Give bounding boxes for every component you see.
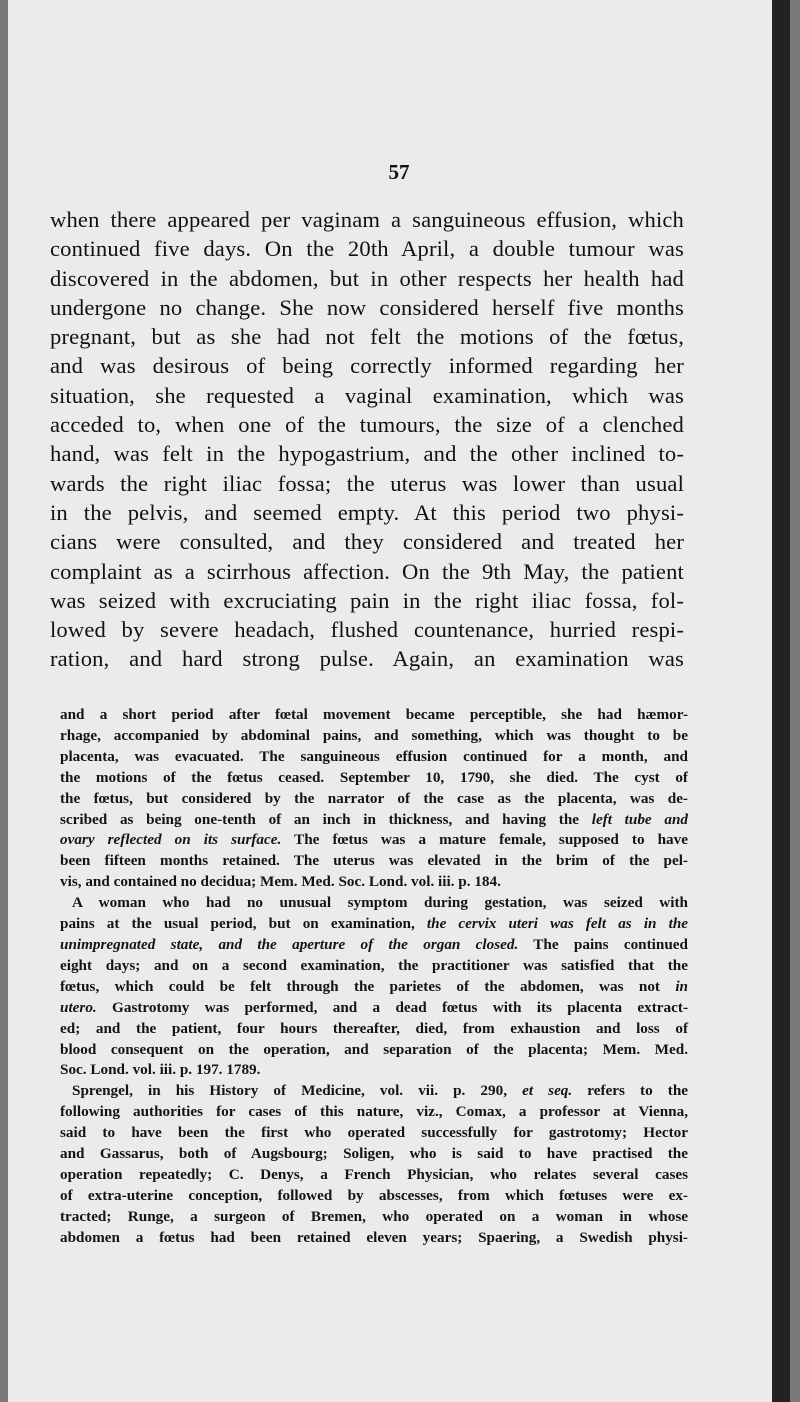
footnote-italic: the cervix uteri was felt as in the (426, 915, 689, 933)
footnote-line: of extra-uterine conception, followed by abscesses, from which fœtuses were ex- (60, 1186, 688, 1204)
footnote-text: The pains continued (518, 935, 688, 953)
book-page (8, 0, 790, 1402)
footnote-italic: left tube and (591, 810, 689, 828)
text-line: complaint as a scirrhous affection. On the 9th May, the patient (50, 558, 684, 584)
text-line: was seized with excruciating pain in the right iliac fossa, fol- (50, 587, 684, 613)
footnote-text: Sprengel, in his History of Medicine, vol. vii. p. 290, (72, 1082, 508, 1100)
footnote-line (60, 977, 688, 998)
footnote-italic: et seq. (522, 1082, 573, 1100)
text-line: pregnant, but as she had not felt the motions of the fœtus, (50, 324, 684, 350)
footnote-text: Gastrotomy was performed, and a dead fœtus with its placenta extract- (96, 998, 688, 1016)
text-line: wards the right iliac fossa; the uterus was lower than usual (50, 470, 684, 496)
footnote-line (60, 914, 688, 935)
footnote-block (60, 705, 688, 1249)
footnote-line: and Gassarus, both of Augsbourg; Soligen, who is said to have practised the (60, 1145, 688, 1163)
text-line: discovered in the abdomen, but in other respects her health had (50, 265, 684, 291)
footnote-line: abdomen a fœtus had been retained eleven years; Spaering, a Swedish physi- (60, 1228, 688, 1246)
text-line: when there appeared per vaginam a sanguineous effusion, which (50, 207, 684, 232)
footnote-line: said to have been the first who operated successfully for gastrotomy; Hector (60, 1124, 688, 1142)
footnote-line: blood consequent on the operation, and separation of the placenta; Mem. Med. (60, 1040, 688, 1058)
text-line: cians were consulted, and they considered and treated her (50, 529, 684, 555)
footnote-line (60, 830, 688, 851)
footnote-line: eight days; and on a second examination, the practitioner was satisfied that the (60, 956, 688, 974)
footnote-line (60, 1081, 688, 1102)
footnote-line: vis, and contained no decidua; Mem. Med. Soc. Lond. vol. iii. p. 184. (60, 873, 501, 891)
footnote-italic: utero. (60, 998, 97, 1016)
text-line: and was desirous of being correctly informed regarding her (50, 353, 684, 379)
text-line: lowed by severe headach, flushed countenance, hurried respi- (50, 617, 684, 643)
footnote-line (60, 810, 688, 831)
page-number: 57 (388, 160, 410, 184)
main-text (50, 205, 684, 674)
text-line: continued five days. On the 20th April, a double tumour was (50, 236, 684, 262)
text-line: ration, and hard strong pulse. Again, an examination was (50, 646, 684, 672)
page-binding-edge (772, 0, 790, 1402)
footnote-line: tracted; Runge, a surgeon of Bremen, who operated on a woman in whose (60, 1207, 688, 1225)
footnote-line: the motions of the fœtus ceased. September 10, 1790, she died. The cyst of (60, 768, 688, 786)
footnote-line: and a short period after fœtal movement became perceptible, she had hæmor- (60, 706, 688, 723)
footnote-line: the fœtus, but considered by the narrator of the case as the placenta, was de- (60, 789, 688, 807)
footnote-text: fœtus, which could be felt through the parietes of the abdomen, was not (60, 977, 660, 995)
text-line: acceded to, when one of the tumours, the size of a clenched (50, 412, 684, 438)
footnote-italic: in (675, 977, 688, 995)
text-line: undergone no change. She now considered herself five months (50, 294, 684, 320)
footnote-line: operation repeatedly; C. Denys, a French Physician, who relates several cases (60, 1165, 688, 1183)
footnote-line: following authorities for cases of this nature, viz., Comax, a professor at Vienna, (60, 1103, 688, 1121)
footnote-text: refers to the (572, 1082, 689, 1100)
text-line: situation, she requested a vaginal examination, which was (50, 382, 684, 408)
footnote-line (60, 893, 688, 914)
footnote-italic: unimpregnated state, and the aperture of the organ closed. (60, 935, 519, 953)
footnote-line (60, 998, 688, 1019)
text-line: hand, was felt in the hypogastrium, and the other inclined to- (50, 441, 684, 467)
footnote-line: been fifteen months retained. The uterus was elevated in the brim of the pel- (60, 852, 688, 870)
footnote-line: Soc. Lond. vol. iii. p. 197. 1789. (60, 1061, 261, 1079)
footnote-text: pains at the usual period, but on examination, (60, 915, 415, 933)
footnote-text: scribed as being one-tenth of an inch in thickness, and having the (60, 810, 580, 828)
footnote-italic: ovary reflected on its surface. (60, 831, 282, 849)
footnote-line: ed; and the patient, four hours thereafter, died, from exhaustion and loss of (60, 1019, 688, 1037)
footnote-text: The fœtus was a mature female, supposed to have (281, 831, 688, 849)
footnote-line: placenta, was evacuated. The sanguineous effusion continued for a month, and (60, 747, 688, 765)
text-line: in the pelvis, and seemed empty. At this period two physi- (50, 499, 684, 525)
footnote-text: A woman who had no unusual symptom during gestation, was seized with (72, 894, 688, 912)
footnote-line (60, 935, 688, 956)
footnote-line: rhage, accompanied by abdominal pains, and something, which was thought to be (60, 726, 688, 744)
